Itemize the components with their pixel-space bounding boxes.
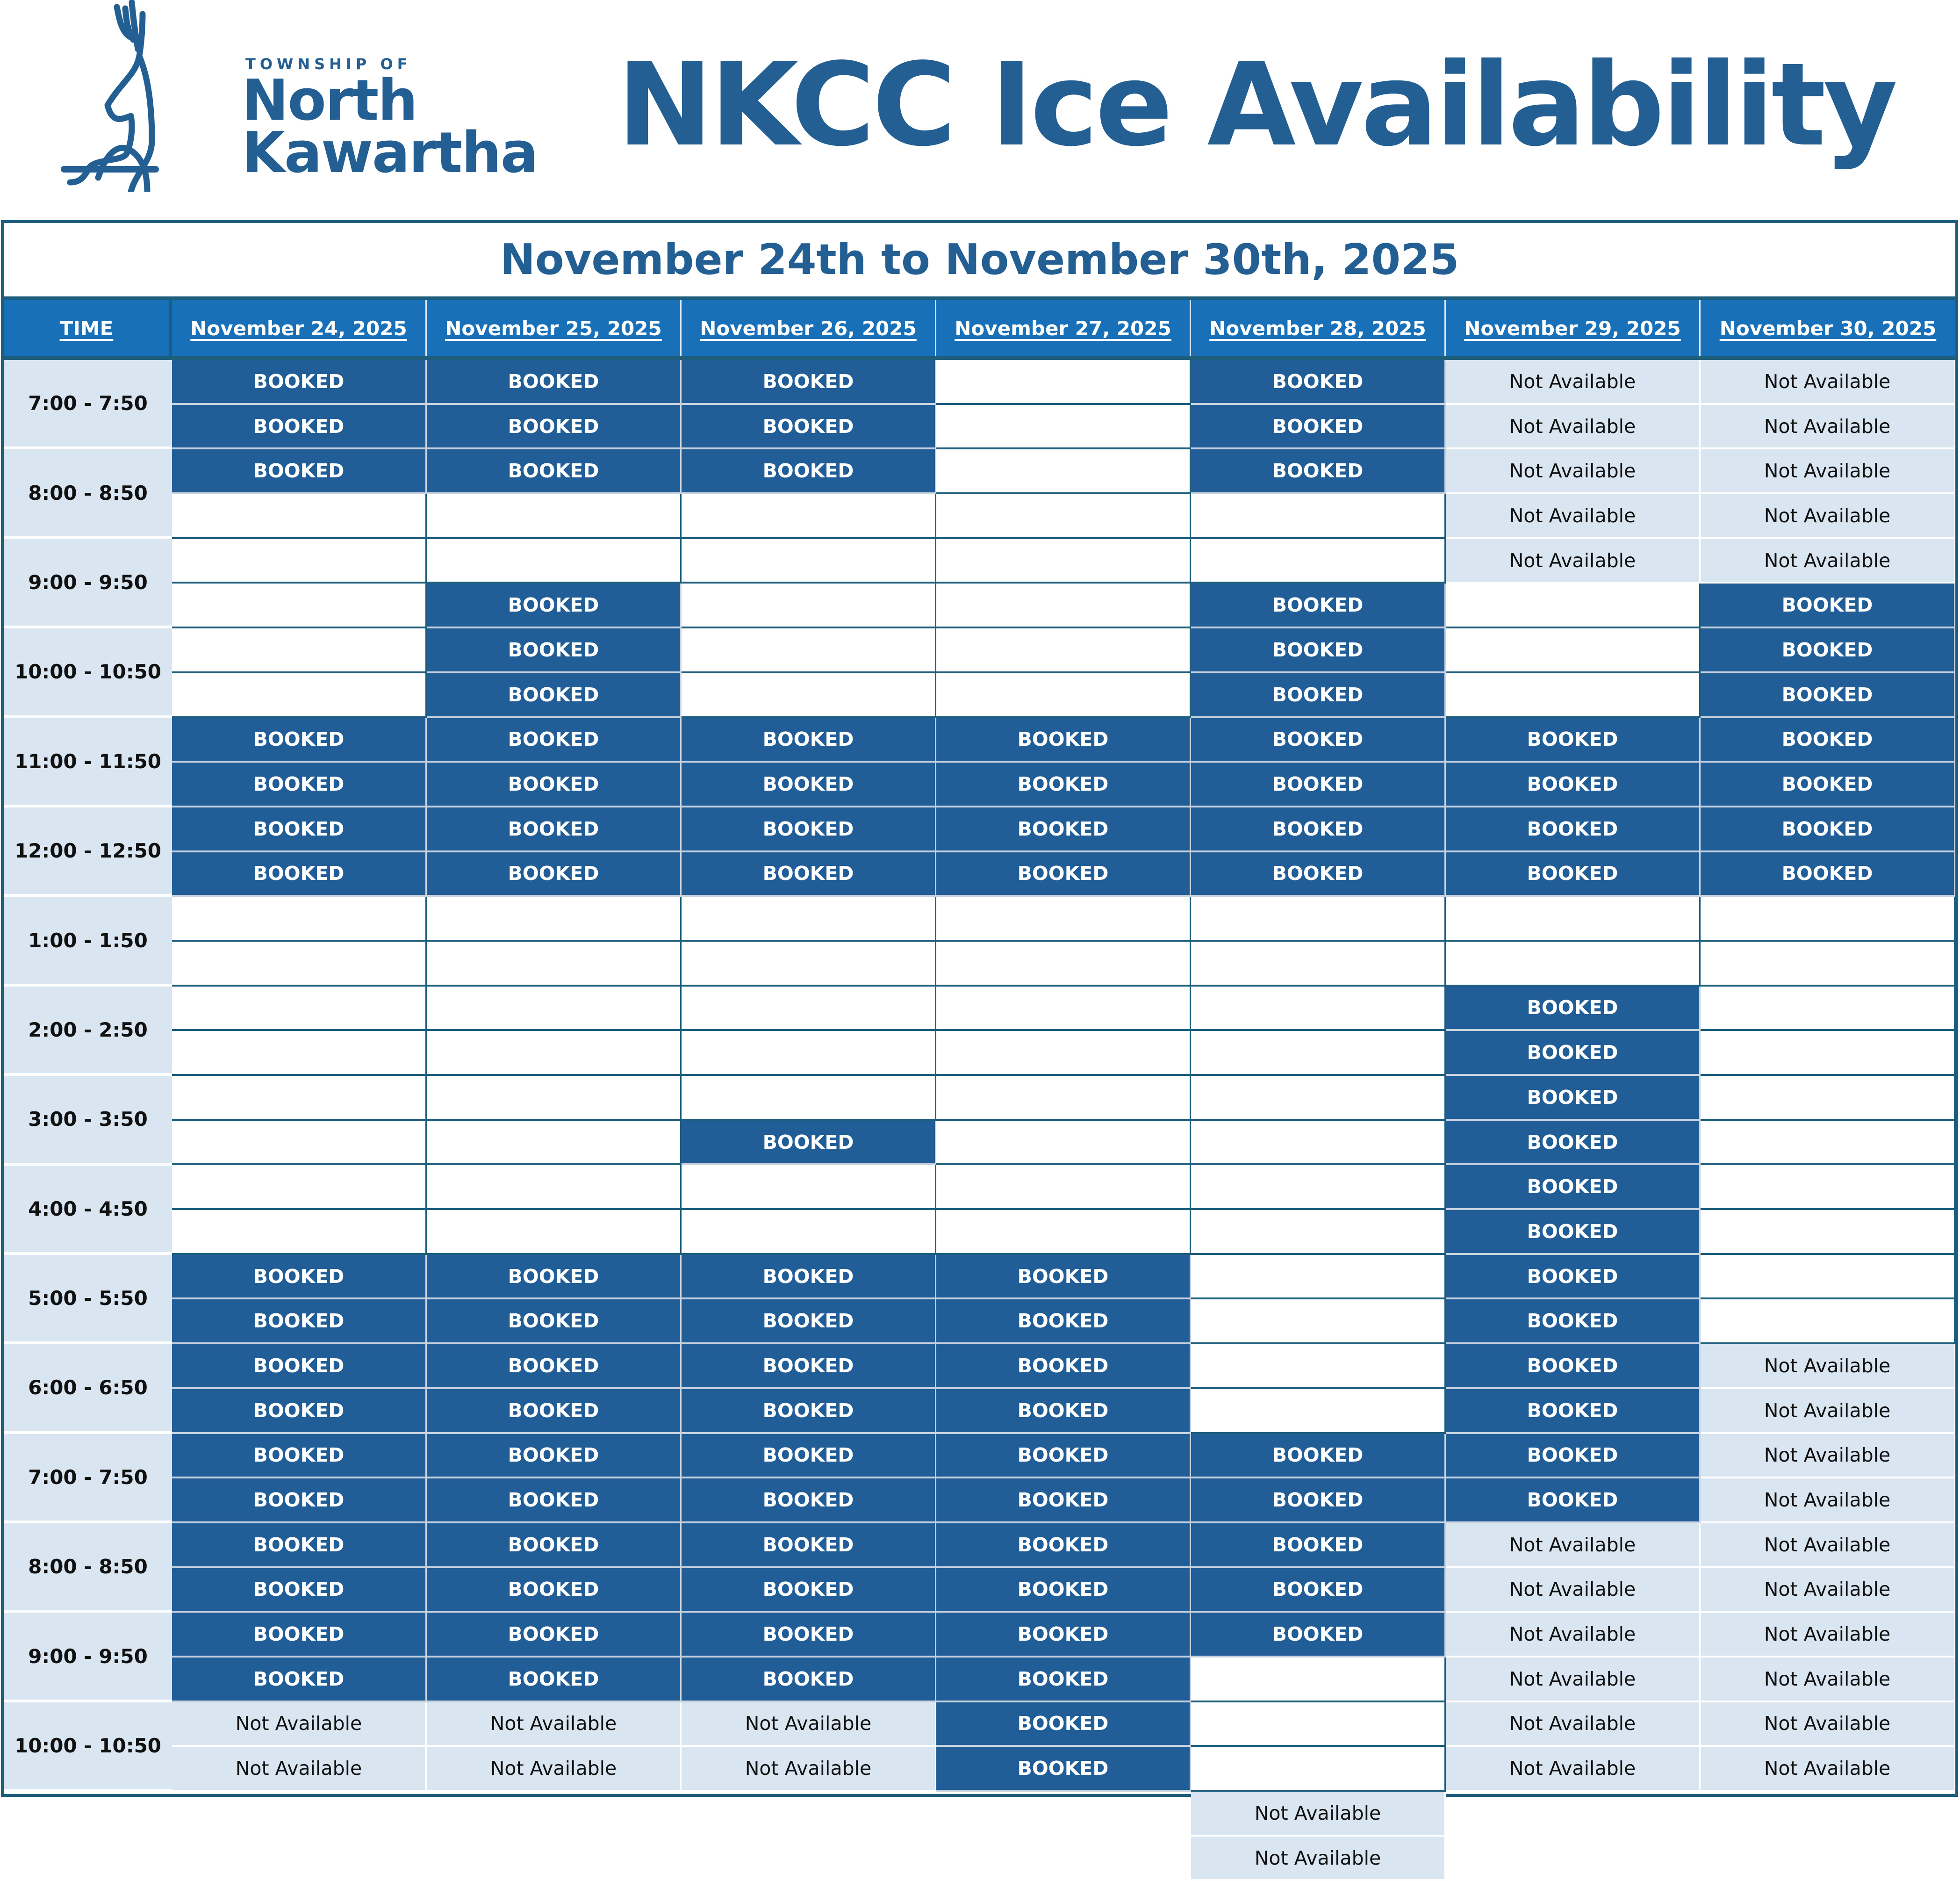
open-slot-cell [427,1031,682,1076]
not-available-cell: Not Available [1701,1478,1955,1523]
booked-slot-cell: BOOKED [1701,584,1955,628]
booked-slot-cell: BOOKED [172,1523,427,1568]
day-column [936,360,1191,1881]
booked-slot-cell: BOOKED [427,1299,682,1344]
time-slot-label: 8:00 - 8:50 [4,1523,172,1613]
open-slot-cell [1701,1121,1955,1166]
booked-slot-cell: BOOKED [1701,852,1955,897]
not-available-cell: Not Available [1701,1702,1955,1747]
day-header[interactable]: November 24, 2025 [172,300,427,356]
open-slot-cell [1191,1165,1446,1210]
open-slot-cell [1191,1121,1446,1166]
open-slot-cell [172,1210,427,1255]
booked-slot-cell: BOOKED [682,1523,936,1568]
booked-slot-cell: BOOKED [427,628,682,673]
day-column [172,360,427,1881]
booked-slot-cell: BOOKED [1191,673,1446,718]
not-available-cell: Not Available [1446,539,1701,584]
booked-slot-cell: BOOKED [1191,1478,1446,1523]
open-slot-cell [1701,1031,1955,1076]
booked-slot-cell: BOOKED [682,405,936,450]
booked-slot-cell: BOOKED [936,1299,1191,1344]
open-slot-cell [427,1165,682,1210]
booked-slot-cell: BOOKED [936,1702,1191,1747]
township-logo [61,0,542,192]
open-slot-cell [682,1210,936,1255]
open-slot-cell [1701,1076,1955,1121]
time-slot-label: 8:00 - 8:50 [4,449,172,539]
open-slot-cell [936,628,1191,673]
booked-slot-cell: BOOKED [1191,763,1446,807]
not-available-cell: Not Available [172,1702,427,1747]
booked-slot-cell: BOOKED [1191,1434,1446,1479]
not-available-cell: Not Available [1701,1389,1955,1434]
page-title: NKCC Ice Availability [617,38,1895,172]
booked-slot-cell: BOOKED [172,807,427,852]
not-available-cell: Not Available [1701,1613,1955,1658]
booked-slot-cell: BOOKED [682,1299,936,1344]
time-slot-label: 10:00 - 10:50 [4,1702,172,1792]
booked-slot-cell: BOOKED [1701,807,1955,852]
not-available-cell: Not Available [1446,360,1701,405]
open-slot-cell [682,987,936,1031]
time-column [4,360,172,1881]
not-available-cell: Not Available [1446,405,1701,450]
booked-slot-cell: BOOKED [1191,1523,1446,1568]
open-slot-cell [682,494,936,539]
day-header[interactable]: November 29, 2025 [1446,300,1701,356]
not-available-cell: Not Available [1701,1658,1955,1702]
open-slot-cell [1191,494,1446,539]
not-available-cell: Not Available [1701,1523,1955,1568]
booked-slot-cell: BOOKED [1446,1389,1701,1434]
not-available-cell: Not Available [1446,449,1701,494]
open-slot-cell [682,942,936,987]
booked-slot-cell: BOOKED [1191,405,1446,450]
booked-slot-cell: BOOKED [427,763,682,807]
open-slot-cell [682,628,936,673]
booked-slot-cell: BOOKED [427,852,682,897]
booked-slot-cell: BOOKED [682,449,936,494]
booked-slot-cell: BOOKED [936,1478,1191,1523]
time-slot-label: 1:00 - 1:50 [4,897,172,986]
booked-slot-cell: BOOKED [427,1658,682,1702]
time-slot-label: 2:00 - 2:50 [4,987,172,1076]
booked-slot-cell: BOOKED [682,1389,936,1434]
day-column [1701,360,1955,1881]
open-slot-cell [1191,1344,1446,1389]
open-slot-cell [1191,1299,1446,1344]
logo-name [242,68,538,186]
not-available-cell: Not Available [427,1702,682,1747]
open-slot-cell [936,1121,1191,1166]
booked-slot-cell: BOOKED [1446,1076,1701,1121]
booked-slot-cell: BOOKED [172,360,427,405]
booked-slot-cell: BOOKED [1191,807,1446,852]
day-header[interactable]: November 26, 2025 [682,300,936,356]
not-available-cell: Not Available [682,1747,936,1792]
booked-slot-cell: BOOKED [427,718,682,763]
not-available-cell: Not Available [1446,1568,1701,1613]
booked-slot-cell: BOOKED [682,1121,936,1166]
booked-slot-cell: BOOKED [682,1613,936,1658]
booked-slot-cell: BOOKED [936,1523,1191,1568]
booked-slot-cell: BOOKED [172,1434,427,1479]
booked-slot-cell: BOOKED [936,1658,1191,1702]
not-available-cell: Not Available [1446,494,1701,539]
open-slot-cell [936,1031,1191,1076]
open-slot-cell [1191,1031,1446,1076]
not-available-cell: Not Available [1701,405,1955,450]
booked-slot-cell: BOOKED [427,360,682,405]
open-slot-cell [427,987,682,1031]
not-available-cell: Not Available [1701,1344,1955,1389]
booked-slot-cell: BOOKED [1446,718,1701,763]
time-slot-label: 5:00 - 5:50 [4,1255,172,1344]
booked-slot-cell: BOOKED [427,584,682,628]
day-header[interactable]: November 25, 2025 [427,300,682,356]
booked-slot-cell: BOOKED [172,1568,427,1613]
open-slot-cell [172,1076,427,1121]
open-slot-cell [1191,1210,1446,1255]
booked-slot-cell: BOOKED [427,807,682,852]
open-slot-cell [936,897,1191,942]
open-slot-cell [1191,897,1446,942]
booked-slot-cell: BOOKED [427,1434,682,1479]
day-header[interactable]: November 27, 2025 [936,300,1191,356]
time-slot-label: 7:00 - 7:50 [4,1434,172,1523]
open-slot-cell [172,539,427,584]
open-slot-cell [1446,628,1701,673]
open-slot-cell [172,942,427,987]
open-slot-cell [1446,942,1701,987]
booked-slot-cell: BOOKED [172,718,427,763]
open-slot-cell [172,1031,427,1076]
open-slot-cell [682,1076,936,1121]
not-available-cell: Not Available [1446,1747,1701,1792]
open-slot-cell [936,1076,1191,1121]
open-slot-cell [1191,987,1446,1031]
open-slot-cell [427,897,682,942]
booked-slot-cell: BOOKED [427,1255,682,1300]
day-header[interactable]: November 28, 2025 [1191,300,1446,356]
booked-slot-cell: BOOKED [172,1389,427,1434]
open-slot-cell [936,449,1191,494]
booked-slot-cell: BOOKED [427,449,682,494]
open-slot-cell [172,494,427,539]
not-available-cell: Not Available [1701,1434,1955,1479]
booked-slot-cell: BOOKED [682,1568,936,1613]
week-range-title: November 24th to November 30th, 2025 [4,223,1955,300]
not-available-cell: Not Available [1446,1523,1701,1568]
open-slot-cell [1446,584,1701,628]
booked-slot-cell: BOOKED [1191,1568,1446,1613]
open-slot-cell [172,897,427,942]
booked-slot-cell: BOOKED [1701,673,1955,718]
booked-slot-cell: BOOKED [1446,1344,1701,1389]
booked-slot-cell: BOOKED [682,763,936,807]
open-slot-cell [427,539,682,584]
open-slot-cell [936,987,1191,1031]
open-slot-cell [427,1210,682,1255]
open-slot-cell [172,987,427,1031]
not-available-cell: Not Available [1446,1658,1701,1702]
not-available-cell: Not Available [1446,1613,1701,1658]
booked-slot-cell: BOOKED [682,718,936,763]
booked-slot-cell: BOOKED [1446,1434,1701,1479]
day-header[interactable]: November 30, 2025 [1719,317,1937,340]
booked-slot-cell: BOOKED [1446,1121,1701,1166]
logo-name-line1: North [242,68,417,133]
booked-slot-cell: BOOKED [682,1344,936,1389]
booked-slot-cell: BOOKED [427,1523,682,1568]
booked-slot-cell: BOOKED [1446,1299,1701,1344]
booked-slot-cell: BOOKED [936,1434,1191,1479]
open-slot-cell [1191,1702,1446,1747]
booked-slot-cell: BOOKED [936,1389,1191,1434]
open-slot-cell [1191,942,1446,987]
booked-slot-cell: BOOKED [1191,718,1446,763]
open-slot-cell [682,897,936,942]
open-slot-cell [682,1165,936,1210]
time-slot-label: 4:00 - 4:50 [4,1166,172,1255]
booked-slot-cell: BOOKED [682,360,936,405]
open-slot-cell [1191,539,1446,584]
open-slot-cell [1191,1389,1446,1434]
open-slot-cell [427,1121,682,1166]
booked-slot-cell: BOOKED [1191,449,1446,494]
booked-slot-cell: BOOKED [1191,852,1446,897]
logo-township-label: TOWNSHIP OF [245,55,412,73]
booked-slot-cell: BOOKED [936,852,1191,897]
booked-slot-cell: BOOKED [1191,1613,1446,1658]
availability-sheet [1,220,1958,1869]
open-slot-cell [1191,1658,1446,1702]
booked-slot-cell: BOOKED [936,1747,1191,1792]
open-slot-cell [427,494,682,539]
day-column [1446,360,1701,1881]
booked-slot-cell: BOOKED [1701,718,1955,763]
booked-slot-cell: BOOKED [936,807,1191,852]
open-slot-cell [1191,1076,1446,1121]
open-slot-cell [172,1165,427,1210]
booked-slot-cell: BOOKED [1446,1031,1701,1076]
booked-slot-cell: BOOKED [1446,1165,1701,1210]
time-slot-label: 9:00 - 9:50 [4,539,172,628]
booked-slot-cell: BOOKED [1446,1255,1701,1300]
open-slot-cell [1701,1299,1955,1344]
not-available-cell: Not Available [1701,1568,1955,1613]
open-slot-cell [1446,897,1701,942]
booked-slot-cell: BOOKED [427,405,682,450]
open-slot-cell [172,584,427,628]
open-slot-cell [172,673,427,718]
open-slot-cell [682,673,936,718]
booked-slot-cell: BOOKED [427,1613,682,1658]
booked-slot-cell: BOOKED [1446,987,1701,1031]
open-slot-cell [1701,987,1955,1031]
booked-slot-cell: BOOKED [1446,807,1701,852]
open-slot-cell [936,942,1191,987]
booked-slot-cell: BOOKED [682,1255,936,1300]
header-row [4,300,1955,360]
not-available-cell: Not Available [1701,449,1955,494]
open-slot-cell [682,539,936,584]
time-slot-label: 9:00 - 9:50 [4,1613,172,1702]
open-slot-cell [172,1121,427,1166]
grid-body [4,360,1955,1881]
time-slot-label: 12:00 - 12:50 [4,807,172,897]
time-slot-label: 6:00 - 6:50 [4,1344,172,1434]
booked-slot-cell: BOOKED [427,1568,682,1613]
not-available-cell: Not Available [1446,1702,1701,1747]
open-slot-cell [172,628,427,673]
booked-slot-cell: BOOKED [1191,584,1446,628]
not-available-cell: Not Available [682,1702,936,1747]
open-slot-cell [936,360,1191,405]
booked-slot-cell: BOOKED [1446,1478,1701,1523]
open-slot-cell [427,942,682,987]
open-slot-cell [936,584,1191,628]
booked-slot-cell: BOOKED [172,1613,427,1658]
time-slot-label: 3:00 - 3:50 [4,1076,172,1165]
booked-slot-cell: BOOKED [682,1478,936,1523]
booked-slot-cell: BOOKED [1446,852,1701,897]
logo-name-line2: Kawartha [242,121,538,186]
booked-slot-cell: BOOKED [936,1344,1191,1389]
open-slot-cell [936,494,1191,539]
booked-slot-cell: BOOKED [172,1344,427,1389]
page-header [0,0,1960,220]
booked-slot-cell: BOOKED [1191,360,1446,405]
booked-slot-cell: BOOKED [427,1344,682,1389]
booked-slot-cell: BOOKED [682,1658,936,1702]
booked-slot-cell: BOOKED [172,763,427,807]
time-slot-label: 10:00 - 10:50 [4,628,172,718]
not-available-cell: Not Available [1701,360,1955,405]
booked-slot-cell: BOOKED [936,763,1191,807]
open-slot-cell [1701,1165,1955,1210]
open-slot-cell [427,1076,682,1121]
day-column [1191,360,1446,1881]
time-slot-label: 11:00 - 11:50 [4,718,172,807]
booked-slot-cell: BOOKED [427,673,682,718]
not-available-cell: Not Available [1701,1747,1955,1792]
booked-slot-cell: BOOKED [682,852,936,897]
open-slot-cell [936,405,1191,450]
day-column [682,360,936,1881]
day-column [427,360,682,1881]
booked-slot-cell: BOOKED [172,1658,427,1702]
open-slot-cell [936,673,1191,718]
booked-slot-cell: BOOKED [682,807,936,852]
booked-slot-cell: BOOKED [172,449,427,494]
open-slot-cell [1701,942,1955,987]
deer-icon [61,0,229,192]
not-available-cell: Not Available [1701,494,1955,539]
open-slot-cell [682,1031,936,1076]
time-column-header: TIME [4,300,172,356]
open-slot-cell [1701,897,1955,942]
open-slot-cell [1701,1255,1955,1300]
booked-slot-cell: BOOKED [427,1478,682,1523]
open-slot-cell [936,1165,1191,1210]
booked-slot-cell: BOOKED [1701,628,1955,673]
not-available-cell: Not Available [1191,1837,1446,1881]
not-available-cell: Not Available [1191,1792,1446,1837]
not-available-cell: Not Available [1701,539,1955,584]
booked-slot-cell: BOOKED [172,852,427,897]
open-slot-cell [1191,1747,1446,1792]
booked-slot-cell: BOOKED [172,405,427,450]
booked-slot-cell: BOOKED [936,718,1191,763]
booked-slot-cell: BOOKED [1446,1210,1701,1255]
not-available-cell: Not Available [172,1747,427,1792]
booked-slot-cell: BOOKED [1446,763,1701,807]
availability-grid [4,300,1955,1881]
booked-slot-cell: BOOKED [1191,628,1446,673]
booked-slot-cell: BOOKED [1701,763,1955,807]
not-available-cell: Not Available [427,1747,682,1792]
open-slot-cell [936,1210,1191,1255]
booked-slot-cell: BOOKED [936,1613,1191,1658]
booked-slot-cell: BOOKED [172,1478,427,1523]
open-slot-cell [682,584,936,628]
booked-slot-cell: BOOKED [682,1434,936,1479]
open-slot-cell [936,539,1191,584]
open-slot-cell [1701,1210,1955,1255]
open-slot-cell [1191,1255,1446,1300]
booked-slot-cell: BOOKED [172,1255,427,1300]
booked-slot-cell: BOOKED [427,1389,682,1434]
booked-slot-cell: BOOKED [936,1255,1191,1300]
booked-slot-cell: BOOKED [936,1568,1191,1613]
time-slot-label: 7:00 - 7:50 [4,360,172,449]
booked-slot-cell: BOOKED [172,1299,427,1344]
open-slot-cell [1446,673,1701,718]
